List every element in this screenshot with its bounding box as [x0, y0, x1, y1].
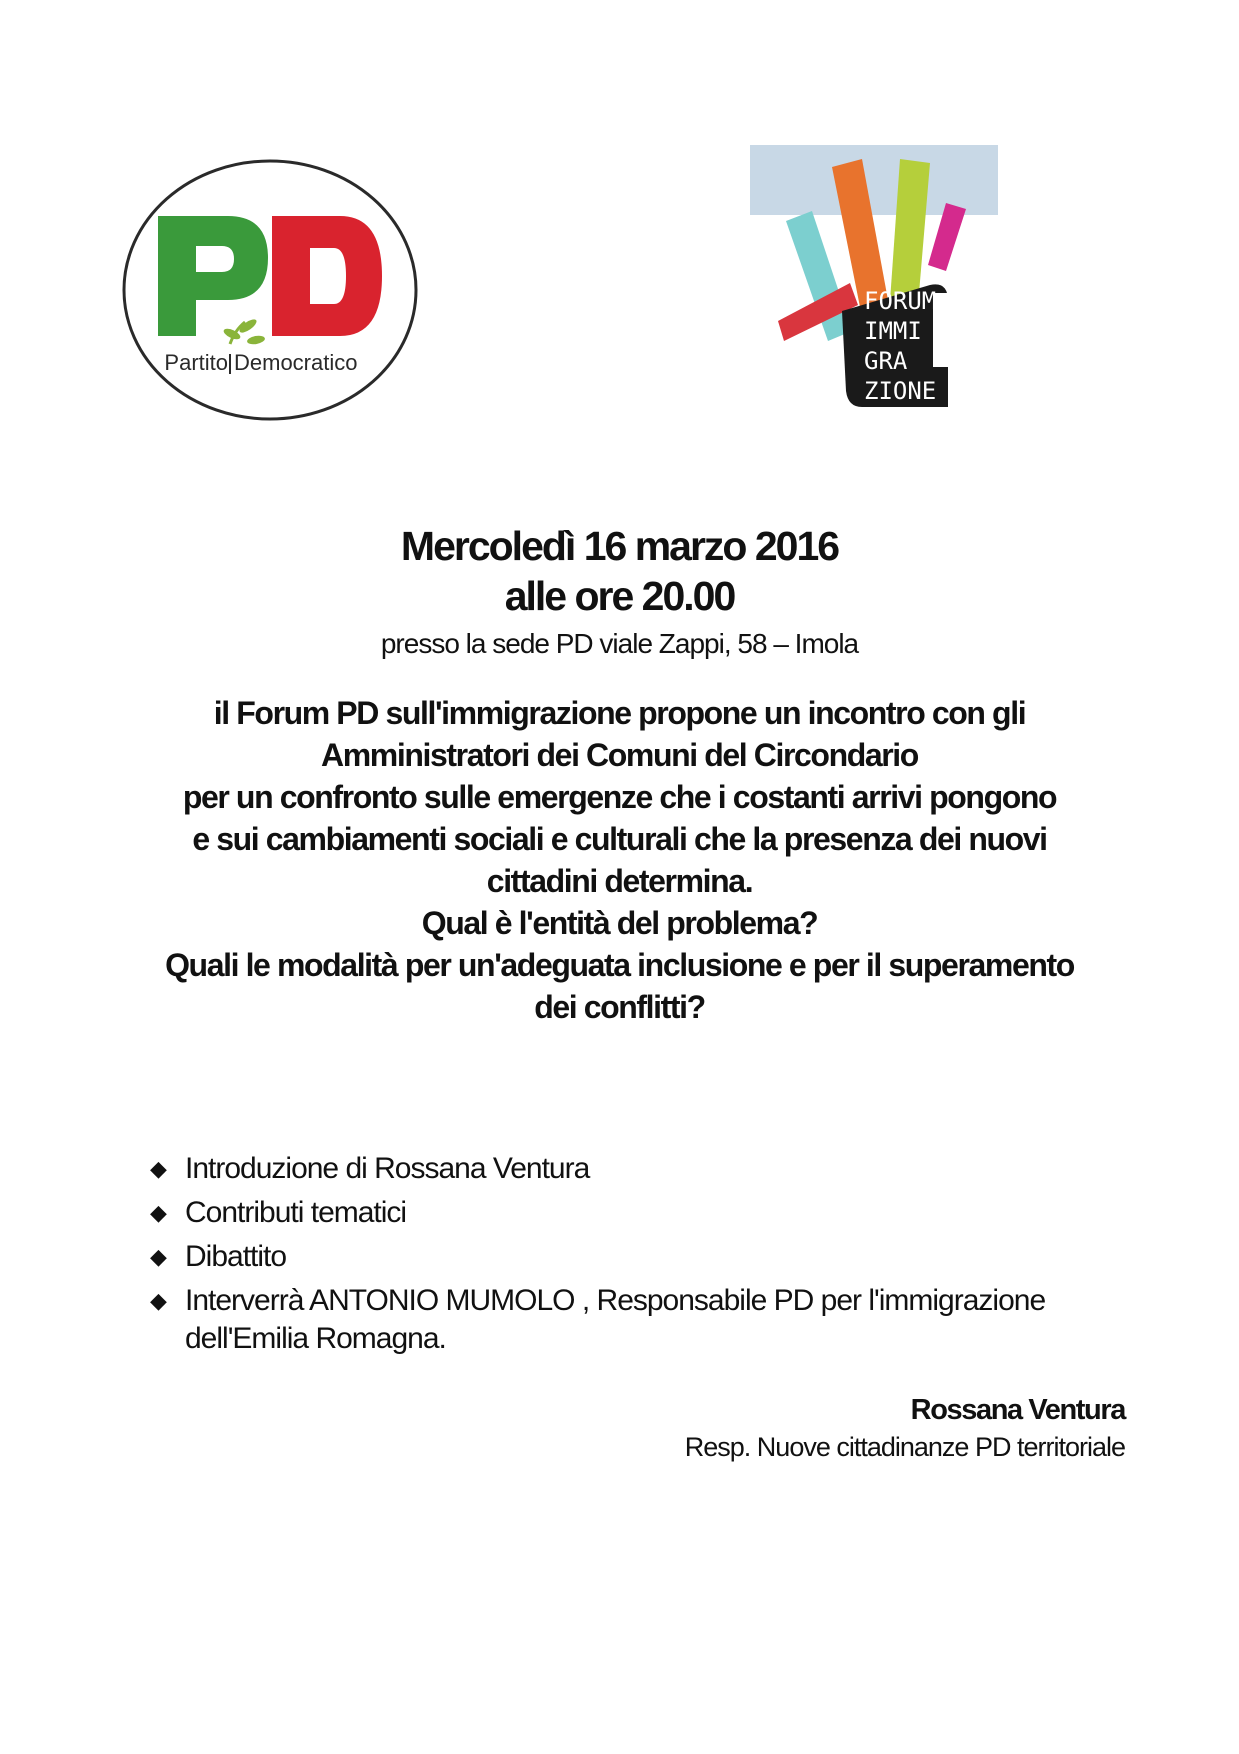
agenda-item — [150, 1150, 1045, 1188]
pd-logo — [120, 158, 420, 422]
diamond-bullet-icon: ◆ — [150, 1200, 166, 1225]
agenda-item — [150, 1194, 1045, 1232]
intro-paragraph — [0, 692, 1239, 1028]
intro-line: il Forum PD sull'immigrazione propone un incontro con gli — [213, 695, 1026, 731]
event-place: presso la sede PD viale Zappi, 58 – Imola — [380, 628, 859, 659]
event-date: Mercoledì 16 marzo 2016 — [400, 523, 839, 569]
intro-line: Qual è l'entità del problema? — [421, 905, 818, 941]
intro-line: e sui cambiamenti sociali e culturali che la presenza dei nuovi — [192, 821, 1047, 857]
agenda-item-text: Introduzione di Rossana Ventura — [185, 1152, 590, 1185]
event-time: alle ore 20.00 — [504, 573, 735, 619]
forum-immigrazione-logo — [750, 145, 998, 415]
forum-logo-line-1: FORUM — [864, 287, 937, 315]
intro-line: Amministratori dei Comuni del Circondario — [321, 737, 918, 773]
intro-line: cittadini determina. — [486, 863, 753, 899]
signature-name: Rossana Ventura — [910, 1394, 1125, 1426]
pd-logo-caption-left: Partito — [164, 350, 228, 375]
agenda-list — [150, 1150, 1045, 1364]
agenda-item — [150, 1238, 1045, 1276]
forum-logo-line-4: ZIONE — [864, 377, 937, 405]
forum-logo-line-3: GRA — [864, 347, 908, 375]
intro-line: Quali le modalità per un'adeguata inclusione e per il superamento — [165, 947, 1074, 983]
agenda-item-text: Interverrà ANTONIO MUMOLO , Responsabile PD per l'immigrazione — [185, 1284, 1046, 1317]
diamond-bullet-icon: ◆ — [150, 1244, 166, 1269]
agenda-item-text: Contributi tematici — [185, 1196, 407, 1229]
diamond-bullet-icon: ◆ — [150, 1156, 166, 1181]
pd-logo-caption-right: Democratico — [234, 350, 358, 375]
diamond-bullet-icon: ◆ — [150, 1288, 166, 1313]
agenda-item-continuation: dell'Emilia Romagna. — [185, 1322, 446, 1355]
signature-role: Resp. Nuove cittadinanze PD territoriale — [684, 1432, 1125, 1462]
forum-logo-line-2: IMMI — [864, 317, 922, 345]
intro-line: per un confronto sulle emergenze che i costanti arrivi pongono — [182, 779, 1057, 815]
agenda-item-text: Dibattito — [185, 1240, 287, 1273]
agenda-item — [150, 1282, 1045, 1358]
intro-line: dei conflitti? — [534, 989, 705, 1025]
